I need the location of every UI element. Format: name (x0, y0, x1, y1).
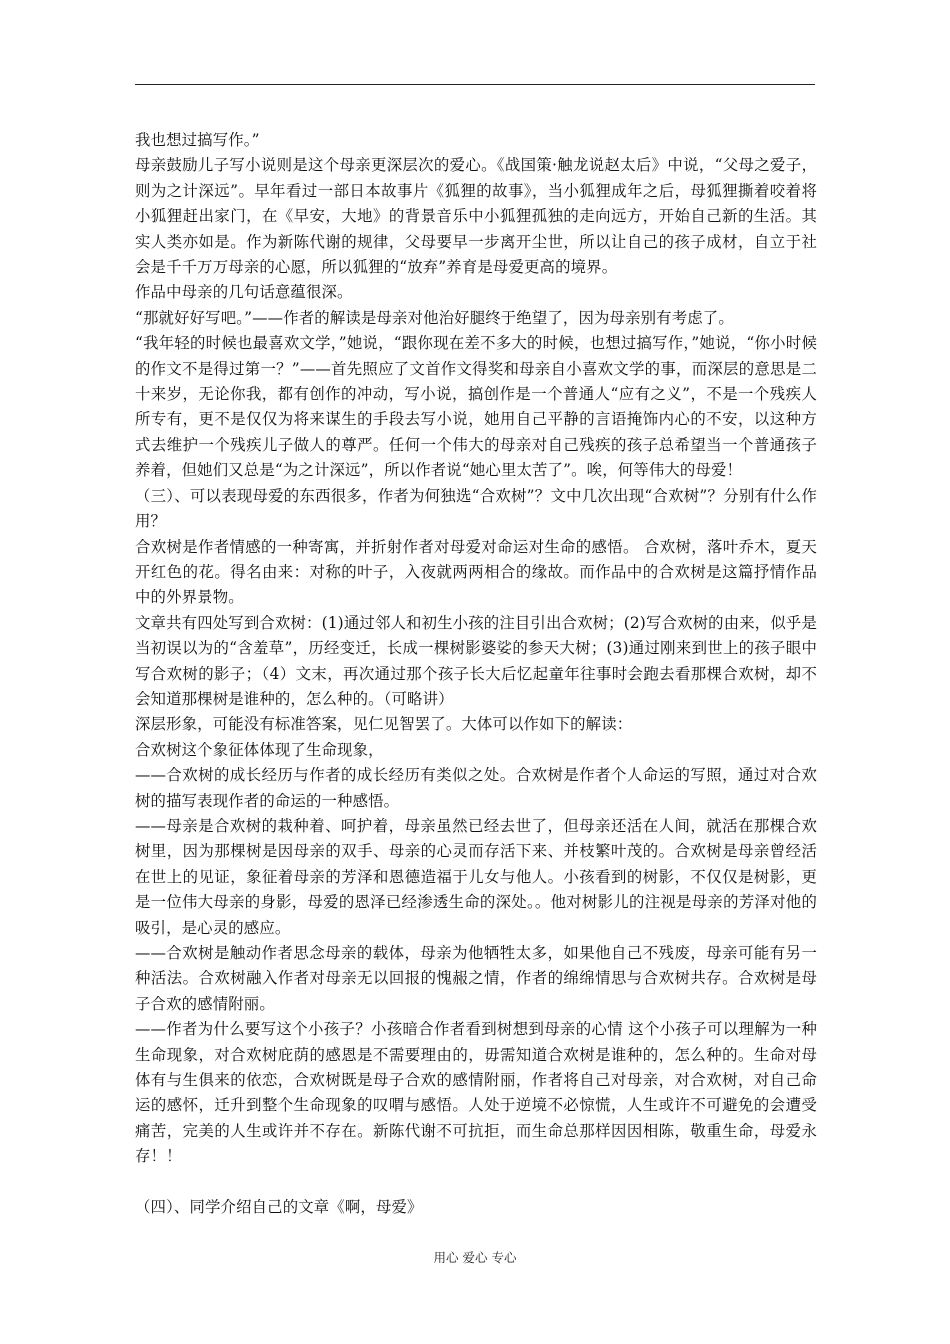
paragraph-3: 作品中母亲的几句话意蕴很深。 (135, 283, 353, 302)
paragraph-2: 母亲鼓励儿子写小说则是这个母亲更深层次的爱心。《战国策·触龙说赵太后》中说，“父母之爱子，则为之计深远”。早年看过一部日本故事片《狐狸的故事》，当小狐狸成年之后，母狐狸撕着咬着将小狐狸赶出家门，在《早安，大地》的背景音乐中小狐狸孤独的走向远方，开始自己新的生活。其实人类亦如是。作为新陈代谢的规律，父母要早一步离开尘世，所以让自己的孩子成材，自立于社会是千千万万母亲的心愿，所以狐狸的“放弃”养育是母爱更高的境界。 (135, 156, 817, 277)
paragraph-10: 合欢树这个象征体体现了生命现象， (135, 740, 384, 759)
paragraph-8: 文章共有四处写到合欢树：(1)通过邻人和初生小孩的注目引出合欢树；(2)写合欢树的由来，似乎是当初误以为的“含羞草”，历经变迁，长成一棵树影婆娑的参天大树；(3)通过刚来到世上的孩子眼中写合欢树的影子；（4）文末，再次通过那个孩子长大后忆起童年往事时会跑去看那棵合欢树，却不会知道那棵树是谁种的，怎么种的。（可略讲） (135, 613, 817, 708)
document-body (135, 128, 817, 1220)
header-rule (135, 84, 815, 85)
page-footer: 用心 爱心 专心 (433, 1250, 517, 1265)
paragraph-5: “我年轻的时候也最喜欢文学，”她说，“跟你现在差不多大的时候，也想过搞写作，”她说，“你小时候的作文不是得过第一？”——首先照应了文首作文得奖和母亲自小喜欢文学的事，而深层的意思是二十来岁，无论你我，都有创作的冲动，写小说，搞创作是一个普通人“应有之义”，不是一个残疾人所专有，更不是仅仅为将来谋生的手段去写小说，她用自己平静的言语掩饰内心的不安，以这种方式去维护一个残疾儿子做人的尊严。任何一个伟大的母亲对自己残疾的孩子总希望当一个普通孩子养着，但她们又总是“为之计深远”，所以作者说“她心里太苦了”。唉，何等伟大的母爱！ (135, 334, 817, 480)
paragraph-12: ——母亲是合欢树的栽种着、呵护着，母亲虽然已经去世了，但母亲还活在人间，就活在那棵合欢树里，因为那棵树是因母亲的双手、母亲的心灵而存活下来、并枝繁叶茂的。合欢树是母亲曾经活在世上的见证，象征着母亲的芳泽和恩德造福于儿女与他人。小孩看到的树影，不仅仅是树影，更是一位伟大母亲的身影，母爱的恩泽已经渗透生命的深处。。他对树影儿的注视是母亲的芳泽对他的吸引，是心灵的感应。 (135, 816, 817, 937)
paragraph-1: 我也想过搞写作。” (135, 131, 260, 149)
paragraph-4: “那就好好写吧。”——作者的解读是母亲对他治好腿终于绝望了，因为母亲别有考虑了。 (135, 308, 734, 327)
paragraph-14: ——作者为什么要写这个小孩子？小孩暗合作者看到树想到母亲的心情 这个小孩子可以理解为一种生命现象，对合欢树庇荫的感恩是不需要理由的，毋需知道合欢树是谁种的，怎么种的。生命对母体有与生俱来的依恋，合欢树既是母子合欢的感情附丽，作者将自己对母亲，对合欢树，对自己命运的感怀，迁升到整个生命现象的叹喟与感悟。人处于逆境不必惊慌，人生或许不可避免的会遭受痛苦，完美的人生或许并不存在。新陈代谢不可抗拒，而生命总那样因因相陈，敬重生命，母爱永存！！ (135, 1020, 817, 1166)
section-4-heading: （四）、同学介绍自己的文章《啊，母爱》 (135, 1197, 423, 1216)
section-3-heading: （三）、可以表现母爱的东西很多，作者为何独选“合欢树”？文中几次出现“合欢树”？分别有什么作用？ (135, 486, 817, 531)
paragraph-7: 合欢树是作者情感的一种寄寓，并折射作者对母爱对命运对生命的感悟。 合欢树，落叶乔木，夏天开红色的花。得名由来：对称的叶子，入夜就两两相合的缘故。而作品中的合欢树是这篇抒情作品中的外界景物。 (135, 537, 817, 607)
paragraph-13: ——合欢树是触动作者思念母亲的载体，母亲为他牺牲太多，如果他自己不残废，母亲可能有另一种活法。合欢树融入作者对母亲无以回报的愧赧之情，作者的绵绵情思与合欢树共存。合欢树是母子合欢的感情附丽。 (135, 944, 817, 1013)
paragraph-9: 深层形象，可能没有标准答案，见仁见智罢了。大体可以作如下的解读： (135, 715, 633, 734)
paragraph-11: ——合欢树的成长经历与作者的成长经历有类似之处。合欢树是作者个人命运的写照，通过对合欢树的描写表现作者的命运的一种感悟。 (135, 766, 817, 810)
